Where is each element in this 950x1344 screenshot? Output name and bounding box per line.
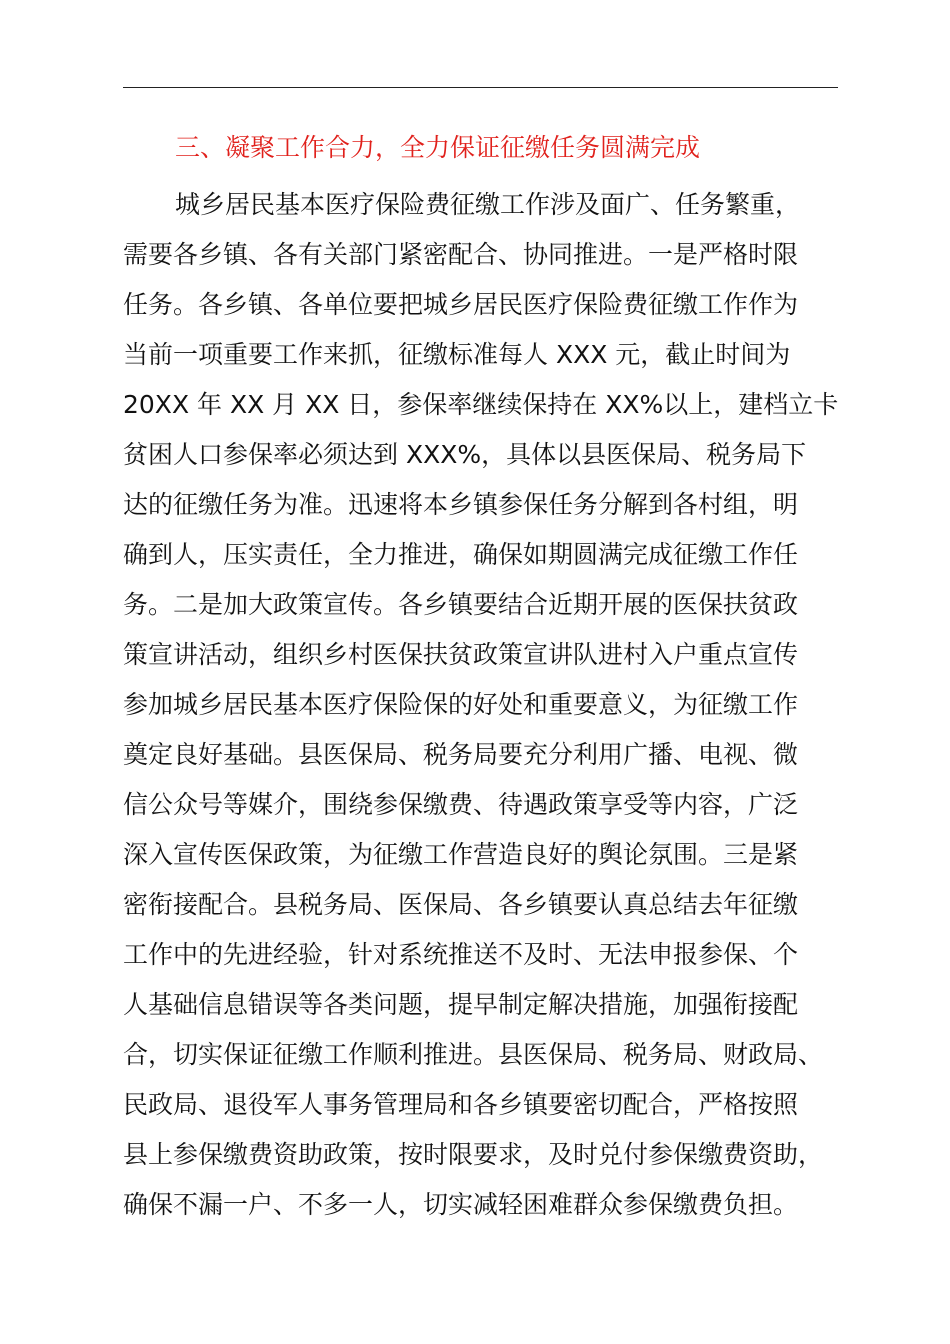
text-line: 密衔接配合。县税务局、医保局、各乡镇要认真总结去年征缴 [123,890,799,919]
text-line: 深入宣传医保政策，为征缴工作营造良好的舆论氛围。三是紧 [123,840,799,869]
text-line: 任务。各乡镇、各单位要把城乡居民医疗保险费征缴工作作为 [123,290,799,319]
text-line: 县上参保缴费资助政策，按时限要求，及时兑付参保缴费资助， [123,1140,824,1169]
text-line: 需要各乡镇、各有关部门紧密配合、协同推进。一是严格时限 [123,240,799,269]
text-line: 工作中的先进经验，针对系统推送不及时、无法申报参保、个 [123,940,799,969]
text-line: 信公众号等媒介，围绕参保缴费、待遇政策享受等内容，广泛 [123,790,799,819]
text-line: 20XX 年 XX 月 XX 日，参保率继续保持在 XX%以上，建档立卡 [123,390,839,419]
text-line: 奠定良好基础。县医保局、税务局要充分利用广播、电视、微 [123,740,799,769]
text-line: 参加城乡居民基本医疗保险保的好处和重要意义，为征缴工作 [123,690,799,719]
text-line: 合，切实保证征缴工作顺利推进。县医保局、税务局、财政局、 [123,1040,824,1069]
text-line: 当前一项重要工作来抓，征缴标准每人 XXX 元，截止时间为 [123,340,791,369]
text-line: 达的征缴任务为准。迅速将本乡镇参保任务分解到各村组，明 [123,490,799,519]
text-line: 确到人，压实责任，全力推进，确保如期圆满完成征缴工作任 [123,540,799,569]
text-line: 人基础信息错误等各类问题，提早制定解决措施，加强衔接配 [123,990,799,1019]
text-line: 城乡居民基本医疗保险费征缴工作涉及面广、任务繁重， [175,190,801,219]
header-rule [123,87,838,88]
text-line: 确保不漏一户、不多一人，切实减轻困难群众参保缴费负担。 [123,1190,799,1219]
text-line: 民政局、退役军人事务管理局和各乡镇要密切配合，严格按照 [123,1090,799,1119]
text-line: 务。二是加大政策宣传。各乡镇要结合近期开展的医保扶贫政 [123,590,799,619]
section-heading: 三、凝聚工作合力，全力保证征缴任务圆满完成 [175,133,701,162]
body-paragraph [123,180,843,1230]
text-line: 贫困人口参保率必须达到 XXX%，具体以县医保局、税务局下 [123,440,807,469]
text-line: 策宣讲活动，组织乡村医保扶贫政策宣讲队进村入户重点宣传 [123,640,799,669]
